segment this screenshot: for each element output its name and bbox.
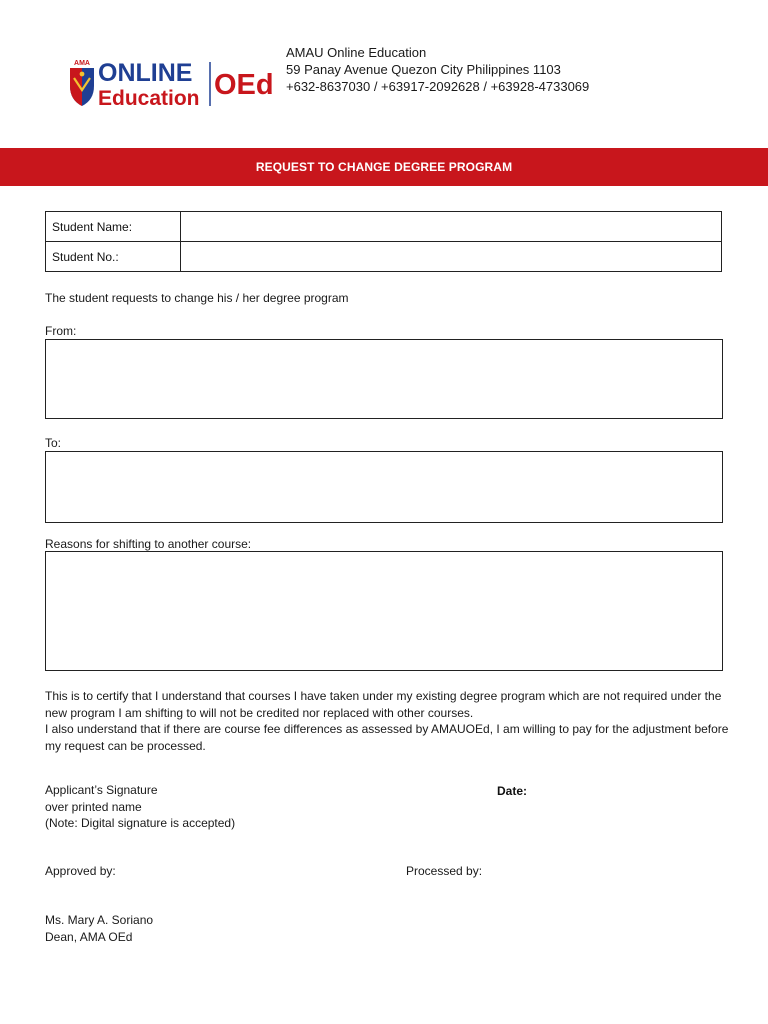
to-field[interactable]	[45, 451, 723, 523]
approver-title: Dean, AMA OEd	[45, 929, 133, 944]
student-number-field[interactable]	[181, 242, 722, 272]
approved-by-label: Approved by:	[45, 864, 116, 878]
amau-oed-logo	[68, 56, 278, 112]
page-title: REQUEST TO CHANGE DEGREE PROGRAM	[255, 160, 513, 174]
organization-info	[286, 44, 589, 95]
certification-text	[45, 688, 735, 754]
approver-name: Ms. Mary A. Soriano	[45, 913, 154, 927]
processed-by-label: Processed by:	[406, 864, 483, 878]
logo-brand-top: ONLINE	[98, 59, 193, 87]
from-field[interactable]	[45, 339, 723, 419]
to-label: To:	[45, 436, 62, 450]
table-row	[46, 242, 722, 272]
reasons-label: Reasons for shifting to another course:	[45, 537, 252, 551]
student-name-label: Student Name:	[46, 212, 181, 242]
approver-block	[45, 912, 153, 945]
logo-brand-bottom: Education	[98, 87, 200, 110]
student-name-field[interactable]	[181, 212, 722, 242]
applicant-signature-block	[45, 782, 235, 832]
logo-mark: OEd	[214, 69, 274, 101]
signature-line-2: over printed name	[45, 799, 142, 814]
org-phones: +632-8637030 / +63917-2092628 / +63928-4733069	[286, 79, 590, 94]
org-name: AMAU Online Education	[286, 45, 427, 60]
shield-seal-icon	[70, 60, 94, 106]
title-bar	[0, 148, 768, 186]
student-number-label: Student No.:	[46, 242, 181, 272]
org-address: 59 Panay Avenue Quezon City Philippines 1103	[286, 62, 561, 77]
from-label: From:	[45, 324, 77, 338]
signature-line-1: Applicant’s Signature	[45, 783, 158, 797]
certification-line-1: This is to certify that I understand that courses I have taken under my existing degree program which are not required under the new program I am shifting to will not be credited nor replaced with other courses.	[45, 689, 722, 720]
date-label: Date:	[497, 784, 528, 798]
table-row	[46, 212, 722, 242]
signature-note: (Note: Digital signature is accepted)	[45, 816, 236, 830]
certification-line-2: I also understand that if there are course fee differences as assessed by AMAUOEd, I am willing to pay for the adjustment before my request can be processed.	[45, 722, 729, 753]
student-info-table	[45, 211, 722, 272]
reasons-field[interactable]	[45, 551, 723, 671]
seal-text: AMA	[74, 60, 90, 67]
intro-text: The student requests to change his / her degree program	[45, 291, 349, 305]
